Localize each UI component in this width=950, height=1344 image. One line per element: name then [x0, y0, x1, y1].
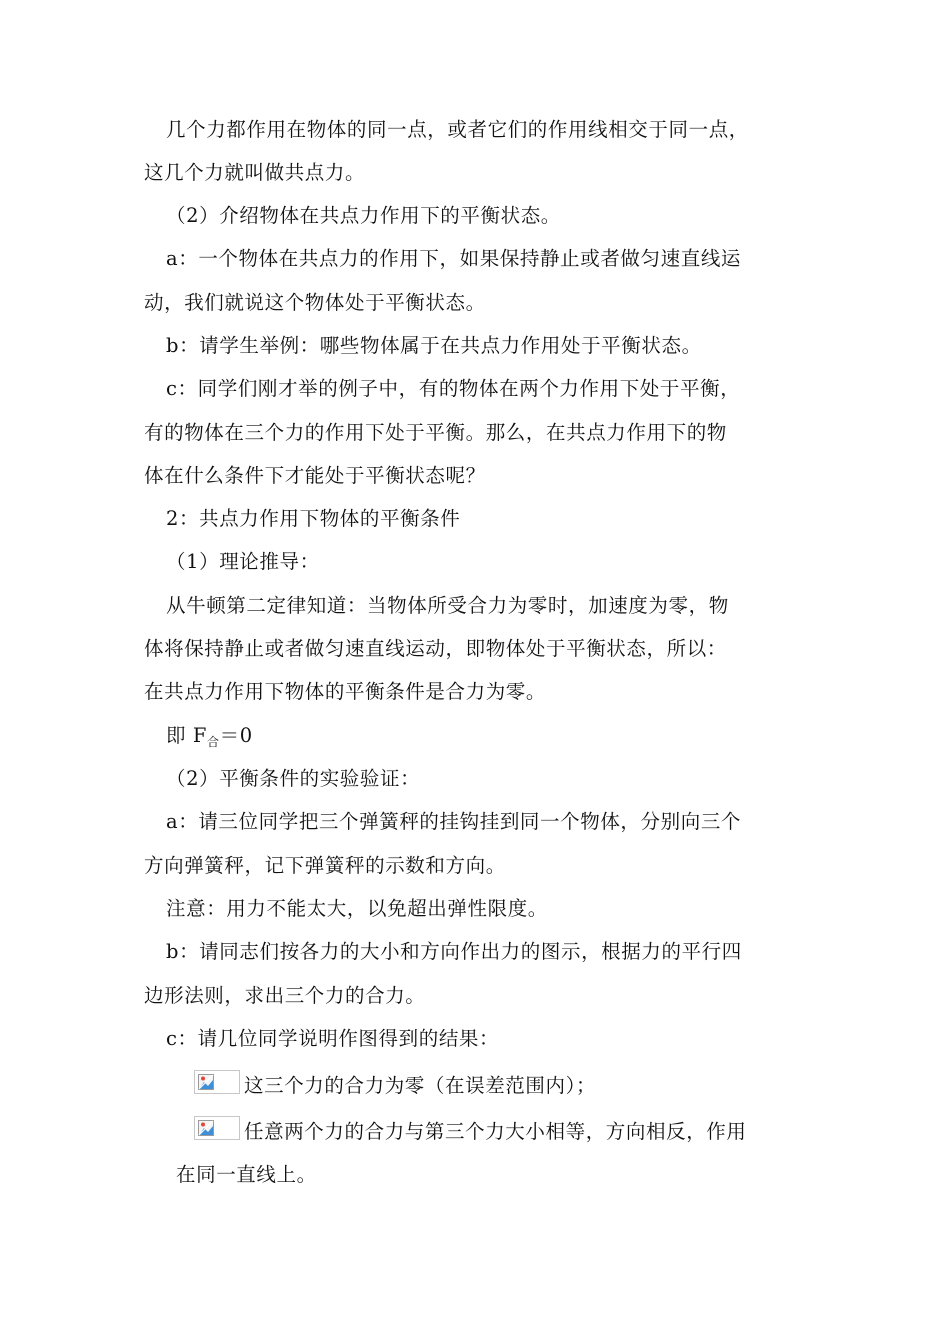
equation-subscript: 合	[207, 735, 220, 749]
result-item-1: 这三个力的合力为零（在误差范围内）；	[244, 1074, 597, 1097]
subsection-heading-2: （2）平衡条件的实验验证：	[166, 767, 421, 790]
equation-prefix: 即 F	[166, 724, 208, 747]
paragraph-1-line-1: 几个力都作用在物体的同一点，或者它们的作用线相交于同一点，	[166, 118, 749, 141]
broken-image-glyph	[198, 1120, 214, 1136]
paragraph-11-line-1: a：请三位同学把三个弹簧秤的挂钩挂到同一个物体，分别向三个	[166, 810, 742, 833]
paragraph-5-line-1: c：同学们刚才举的例子中，有的物体在两个力作用下处于平衡，	[166, 377, 741, 400]
paragraph-3-line-1: a：一个物体在共点力的作用下，如果保持静止或者做匀速直线运	[166, 247, 742, 270]
paragraph-1-line-2: 这几个力就叫做共点力。	[144, 161, 366, 184]
subsection-heading-1: （1）理论推导：	[166, 550, 320, 573]
broken-image-glyph	[198, 1074, 214, 1090]
broken-image-icon	[194, 1070, 240, 1094]
paragraph-8-line-3: 在共点力作用下物体的平衡条件是合力为零。	[144, 680, 547, 703]
paragraph-2: （2）介绍物体在共点力作用下的平衡状态。	[166, 204, 561, 227]
result-item-2-line-1: 任意两个力的合力与第三个力大小相等，方向相反，作用	[244, 1120, 747, 1143]
paragraph-13-line-1: b：请同志们按各力的大小和方向作出力的图示，根据力的平行四	[166, 940, 742, 963]
broken-image-icon	[194, 1116, 240, 1140]
paragraph-3-line-2: 动，我们就说这个物体处于平衡状态。	[144, 291, 486, 314]
paragraph-5-line-2: 有的物体在三个力的作用下处于平衡。那么，在共点力作用下的物	[144, 421, 727, 444]
paragraph-8-line-2: 体将保持静止或者做匀速直线运动，即物体处于平衡状态，所以：	[144, 637, 727, 660]
note-paragraph: 注意：用力不能太大，以免超出弹性限度。	[166, 897, 548, 920]
equation-suffix: ＝0	[219, 724, 253, 747]
paragraph-4: b：请学生举例：哪些物体属于在共点力作用处于平衡状态。	[166, 334, 702, 357]
equation-line	[166, 724, 253, 754]
paragraph-8-line-1: 从牛顿第二定律知道：当物体所受合力为零时，加速度为零，物	[166, 594, 729, 617]
paragraph-14: c：请几位同学说明作图得到的结果：	[166, 1027, 500, 1050]
paragraph-11-line-2: 方向弹簧秤，记下弹簧秤的示数和方向。	[144, 854, 506, 877]
paragraph-5-line-3: 体在什么条件下才能处于平衡状态呢？	[144, 464, 486, 487]
result-item-2-line-2: 在同一直线上。	[176, 1163, 317, 1186]
paragraph-13-line-2: 边形法则，求出三个力的合力。	[144, 984, 426, 1007]
section-heading: 2：共点力作用下物体的平衡条件	[166, 507, 461, 530]
